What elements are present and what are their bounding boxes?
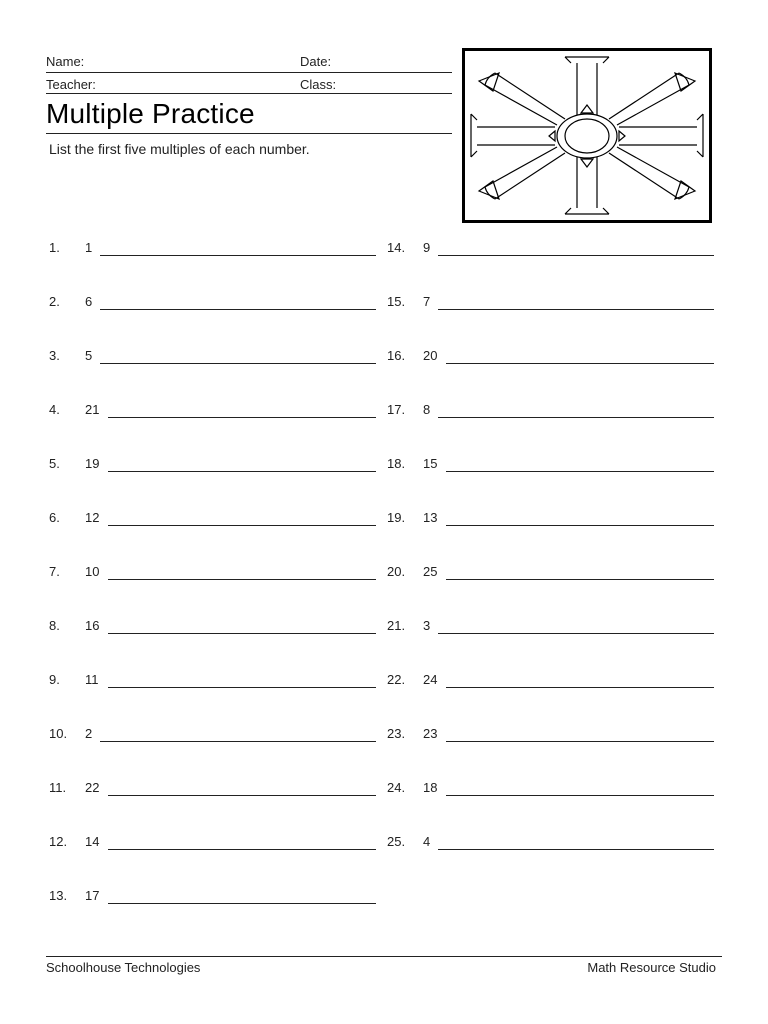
problem-item [0,618,768,638]
answer-line[interactable] [446,579,714,580]
problem-number: 19. [387,510,406,525]
footer-product: Math Resource Studio [587,960,716,975]
problem-number: 17. [387,402,406,417]
problem-number: 20. [387,564,406,579]
problem-number: 13. [49,888,68,903]
problem-item [0,240,768,260]
problem-item [0,888,768,908]
answer-line[interactable] [446,795,714,796]
problem-number: 23. [387,726,406,741]
problem-value: 12 [85,510,100,525]
problem-value: 16 [85,618,100,633]
answer-line[interactable] [446,687,714,688]
problem-value: 22 [85,780,100,795]
problem-number: 3. [49,348,60,363]
problem-value: 7 [423,294,431,309]
problem-number: 2. [49,294,60,309]
answer-line[interactable] [446,471,714,472]
problem-value: 19 [85,456,100,471]
problem-item [0,402,768,422]
problem-item [0,510,768,530]
problem-item [0,294,768,314]
footer-publisher: Schoolhouse Technologies [46,960,201,975]
problem-number: 11. [49,780,67,795]
page-title: Multiple Practice [46,98,255,129]
problem-number: 5. [49,456,60,471]
answer-line[interactable] [438,255,714,256]
name-label: Name: [46,54,85,69]
problem-value: 4 [423,834,431,849]
problem-number: 21. [387,618,406,633]
name-date-line [46,72,452,73]
problem-value: 1 [85,240,93,255]
problem-number: 9. [49,672,60,687]
problem-value: 9 [423,240,431,255]
title-underline [46,133,452,134]
problem-value: 18 [423,780,438,795]
problem-item [0,834,768,854]
problem-item [0,726,768,746]
problem-number: 10. [49,726,68,741]
problem-number: 4. [49,402,60,417]
problem-value: 24 [423,672,438,687]
teacher-class-line [46,93,452,94]
problem-number: 25. [387,834,406,849]
answer-line[interactable] [108,903,376,904]
answer-line[interactable] [446,741,714,742]
footer-rule [46,956,722,957]
problem-value: 14 [85,834,100,849]
answer-line[interactable] [438,417,714,418]
problem-value: 2 [85,726,93,741]
problem-number: 24. [387,780,406,795]
date-label: Date: [300,54,332,69]
problem-number: 7. [49,564,60,579]
problem-number: 14. [387,240,406,255]
problem-value: 17 [85,888,100,903]
problem-item [0,780,768,800]
problem-number: 22. [387,672,406,687]
problem-value: 21 [85,402,100,417]
problem-item [0,456,768,476]
answer-line[interactable] [446,525,714,526]
problem-item [0,672,768,692]
problem-value: 6 [85,294,93,309]
problem-value: 10 [85,564,100,579]
problem-value: 25 [423,564,438,579]
problem-value: 15 [423,456,438,471]
problem-value: 3 [423,618,431,633]
problem-value: 8 [423,402,431,417]
problem-number: 18. [387,456,406,471]
answer-line[interactable] [438,633,714,634]
problem-number: 1. [49,240,60,255]
problem-number: 8. [49,618,60,633]
problem-value: 13 [423,510,438,525]
roman-numeral-star-emblem-icon [462,48,712,223]
instructions: List the first five multiples of each number. [49,141,310,157]
problem-item [0,564,768,584]
problem-value: 20 [423,348,438,363]
problem-item [0,348,768,368]
answer-line[interactable] [446,363,714,364]
class-label: Class: [300,77,337,92]
answer-line[interactable] [438,849,714,850]
problem-value: 11 [85,672,99,687]
problem-number: 15. [387,294,406,309]
problem-number: 12. [49,834,68,849]
answer-line[interactable] [438,309,714,310]
problem-value: 23 [423,726,438,741]
problem-number: 16. [387,348,406,363]
problem-value: 5 [85,348,93,363]
problem-number: 6. [49,510,60,525]
teacher-label: Teacher: [46,77,96,92]
